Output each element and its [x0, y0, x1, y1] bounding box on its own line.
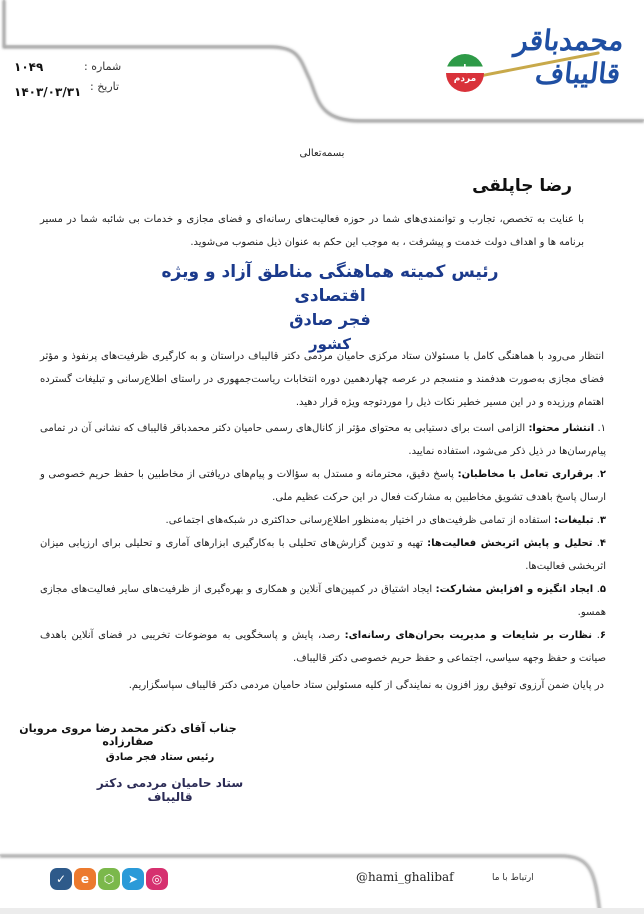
- item-heading: نظارت بر شایعات و مدیریت بحران‌های رسانه‌ای:: [344, 630, 592, 641]
- date-value: ۱۴۰۳/۰۳/۳۱: [14, 85, 82, 99]
- rubika-icon[interactable]: ⬡: [98, 868, 120, 890]
- logo-badge-text: دولت مردم: [453, 64, 477, 84]
- title-line: فجر صادق: [289, 310, 371, 329]
- item-heading: تحلیل و پایش اثربخش فعالیت‌ها:: [427, 538, 593, 549]
- item-number: ۶: [599, 630, 607, 641]
- item-text: الزامی است برای دستیابی به محتوای مؤثر از کانال‌های رسمی حامیان دکتر محمدباقر قالیباف که نشانی آن در تمامی پیام‌رسان‌ها در ذیل ذکر می‌شود، استفاده نمایید.: [40, 423, 606, 457]
- list-item: ۱. انتشار محتوا: الزامی است برای دستیابی به محتوای مؤثر از کانال‌های رسمی حامیان دکتر محمدباقر قالیباف که نشانی آن در تمامی پیام‌رسان‌ها در ذیل ذکر می‌شود، استفاده نمایید.: [40, 423, 606, 457]
- closing-paragraph: در پایان ضمن آرزوی توفیق روز افزون به نمایندگی از کلیه مسئولین ستاد حامیان مردمی دکتر قالیباف سپاسگزاریم.: [128, 680, 604, 691]
- item-text: رصد، پایش و پاسخگویی به موضوعات تخریبی در فضای آنلاین باهدف صیانت و حفظ وجهه سیاسی، اجتماعی و حفظ حریم خصوصی دکتر قالیباف.: [40, 630, 606, 664]
- item-number: ۵: [599, 584, 607, 595]
- title-line: رئیس کمیته هماهنگی مناطق آزاد و ویژه اقتصادی: [161, 262, 499, 306]
- list-item: ۲. برقراری تعامل با مخاطبان: پاسخ دقیق، محترمانه و مستدل به سؤالات و پیام‌های دریافتی از مخاطبین با حفظ حریم خصوصی و ارسال پاسخ باهدف تشویق مخاطبین به مشارکت فعال در این حرکت عظیم ملی.: [40, 469, 607, 503]
- item-text: پاسخ دقیق، محترمانه و مستدل به سؤالات و پیام‌های دریافتی از مخاطبین با حفظ حریم خصوصی و ارسال پاسخ باهدف تشویق مخاطبین به مشارکت فعال در این حرکت عظیم ملی.: [40, 469, 606, 503]
- item-number: ۳: [599, 515, 606, 526]
- signatory-name: جناب آقای دکتر محمد رضا مروی مرویان صفارزاده: [19, 722, 237, 748]
- instagram-icon[interactable]: ◎: [146, 868, 168, 890]
- item-text: استفاده از تمامی ظرفیت‌های در اختیار به‌منظور اطلاع‌رسانی حداکثری در شبکه‌های اجتماعی.: [165, 515, 551, 526]
- item-heading: تبلیغات:: [554, 515, 594, 526]
- social-handle[interactable]: @hami_ghalibaf: [356, 870, 454, 884]
- bale-icon[interactable]: ✓: [50, 868, 72, 890]
- appointment-title: [140, 260, 520, 356]
- date-label: تاریخ :: [90, 80, 120, 93]
- item-number: ۱: [600, 423, 606, 434]
- list-item: ۵. ایجاد انگیزه و افزایش مشارکت: ایجاد اشتیاق در کمپین‌های آنلاین و همکاری و بهره‌گیری از ظرفیت‌های سایر فعالیت‌های مجازی همسو.: [40, 584, 607, 618]
- item-text: تهیه و تدوین گزارش‌های تحلیلی با به‌کارگیری ابزارهای آماری و تحلیلی برای ارزیابی میزان اثربخشی فعالیت‌ها.: [40, 538, 606, 572]
- footer-frame: [0, 840, 644, 914]
- item-number: ۲: [599, 469, 607, 480]
- eitaa-icon[interactable]: e: [74, 868, 96, 890]
- logo: [432, 14, 632, 106]
- item-heading: ایجاد انگیزه و افزایش مشارکت:: [435, 584, 594, 595]
- recipient-name: رضا جاپلقی: [472, 176, 572, 196]
- list-item: ۴. تحلیل و پایش اثربخش فعالیت‌ها: تهیه و تدوین گزارش‌های تحلیلی با به‌کارگیری ابزارهای آماری و تحلیلی برای ارزیابی میزان اثربخشی فعالیت‌ها.: [40, 538, 607, 572]
- title-line: کشور: [308, 335, 352, 353]
- item-number: ۴: [599, 538, 607, 549]
- telegram-icon[interactable]: ➤: [122, 868, 144, 890]
- list-item: ۶. نظارت بر شایعات و مدیریت بحران‌های رسانه‌ای: رصد، پایش و پاسخگویی به موضوعات تخریبی در فضای آنلاین باهدف صیانت و حفظ وجهه سیاسی، اجتماعی و حفظ حریم خصوصی دکتر قالیباف.: [40, 630, 607, 664]
- list-item: ۳. تبلیغات: استفاده از تمامی ظرفیت‌های در اختیار به‌منظور اطلاع‌رسانی حداکثری در شبکه‌های اجتماعی.: [165, 515, 606, 526]
- body-paragraph: انتظار می‌رود با هماهنگی کامل با مسئولان ستاد مرکزی حامیان مردمی دکتر قالیباف دراستان و به کارگیری ظرفیت‌های پرنفوذ و مؤثر فضای مجازی به‌صورت هدفمند و منسجم در عرصه چهاردهمین دوره انتخابات ریاست‌جمهوری در راستای اطلاع‌رسانی و تبلیغات گسترده اهتمام ورزیده و در این مسیر خطیر نکات ذیل را موردتوجه ویژه قرار دهید.: [40, 351, 604, 408]
- number-value: ۱۰۴۹: [14, 60, 44, 74]
- item-heading: برقراری تعامل با مخاطبان:: [457, 469, 594, 480]
- logo-text: محمدباقر قالیباف: [512, 24, 626, 90]
- intro-paragraph: با عنایت به تخصص، تجارب و توانمندی‌های شما در حوزه فعالیت‌های رسانه‌ای و فضای مجازی و خدمات بی شائبه شما در مسیر برنامه ها و اهداف دولت خدمت و پیشرفت ، به موجب این حکم به عنوان ذیل منصوب می‌شوید.: [40, 214, 584, 248]
- number-label: شماره :: [84, 60, 122, 73]
- duties-list: [40, 417, 606, 670]
- signatory-role: رئیس ستاد فجر صادق: [105, 752, 215, 763]
- bismillah: بسمه‌تعالی: [299, 148, 345, 159]
- item-text: ایجاد اشتیاق در کمپین‌های آنلاین و همکاری و بهره‌گیری از ظرفیت‌های سایر فعالیت‌های مجازی همسو.: [40, 584, 606, 618]
- logo-badge-icon: [446, 54, 484, 92]
- contact-label: ارتباط با ما: [492, 873, 534, 883]
- item-heading: انتشار محتوا:: [528, 423, 595, 434]
- signatory-organization: ستاد حامیان مردمی دکتر قالیباف: [96, 776, 244, 804]
